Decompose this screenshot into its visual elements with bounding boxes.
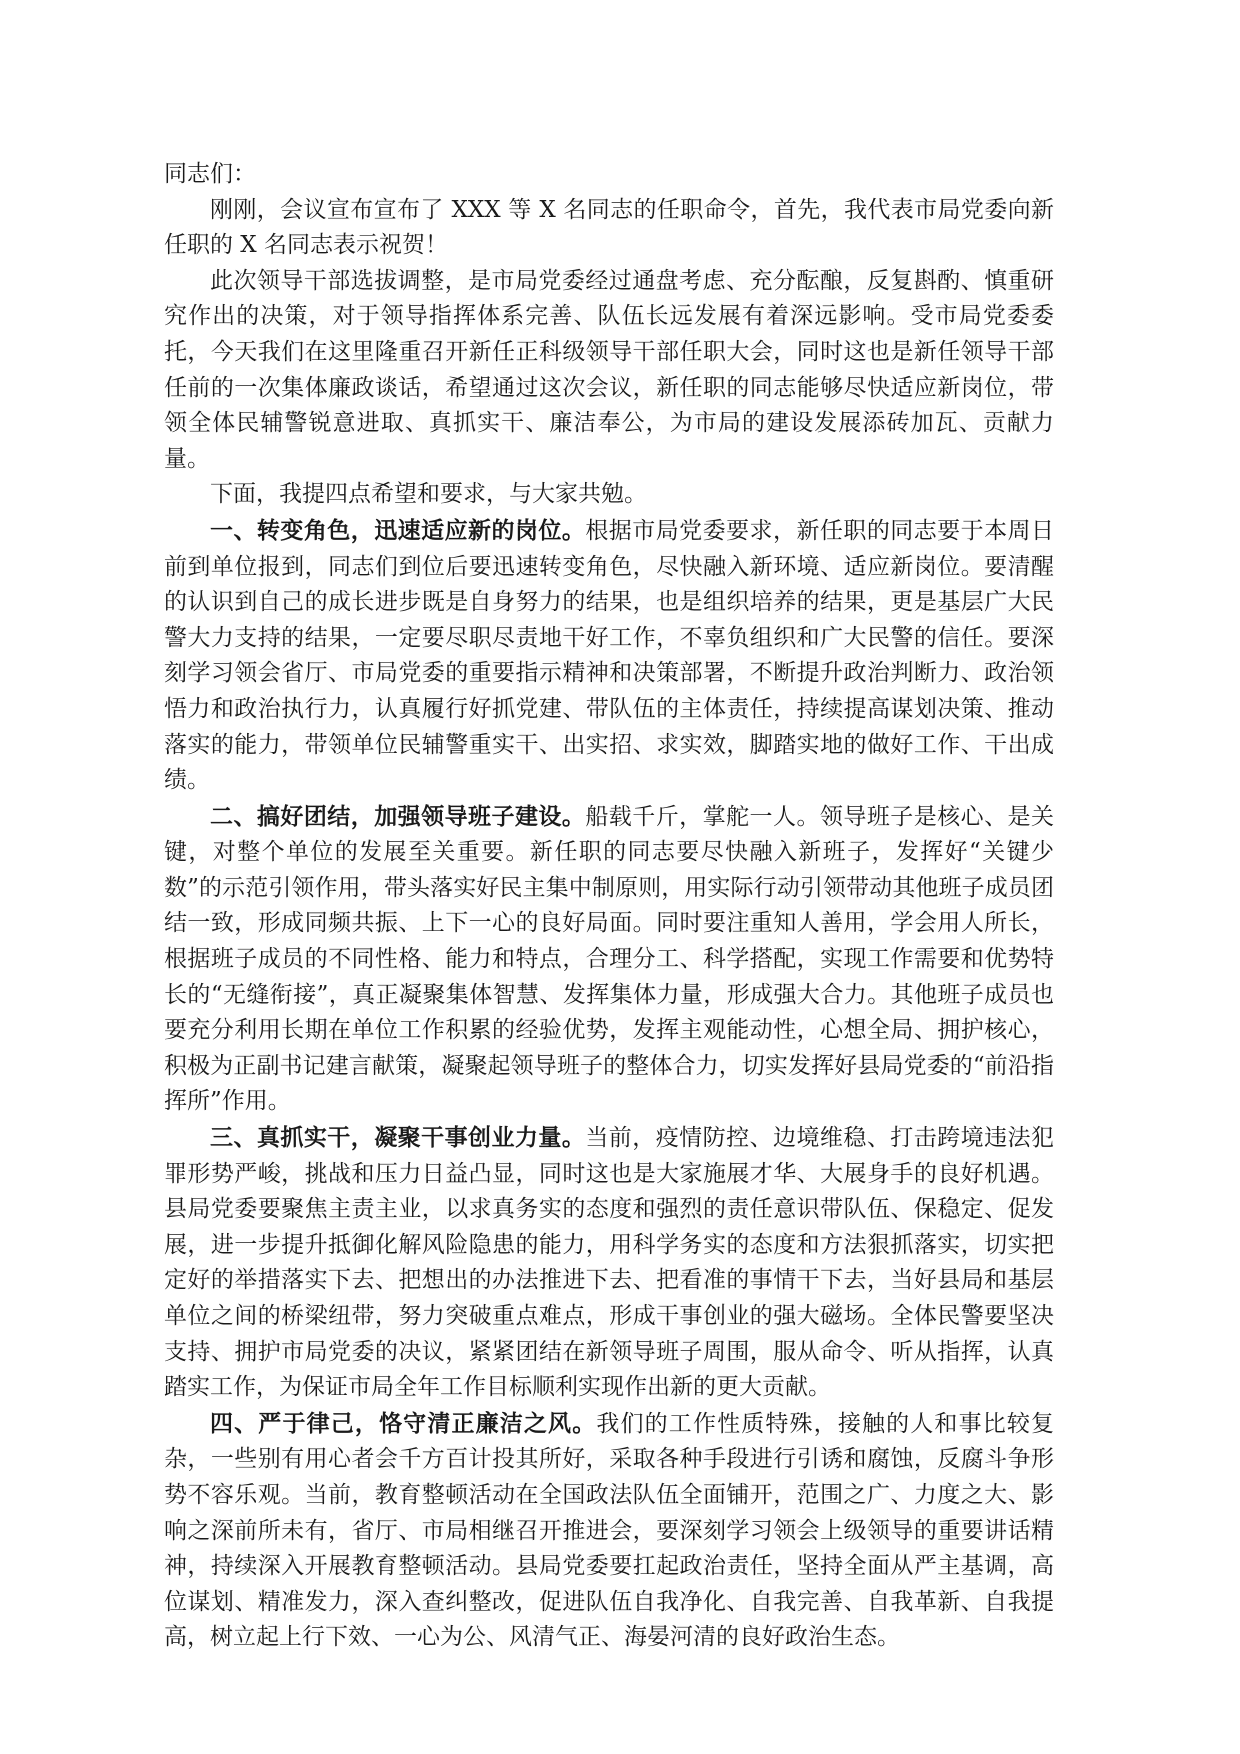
section-3-body: 当前，疫情防控、边境维稳、打击跨境违法犯罪形势严峻，挑战和压力日益凸显，同时这也是大家施展才华、大展身手的良好机遇。县局党委要聚焦主责主业，以求真务实的态度和强烈的责任意识带队伍、保稳定、促发展，进一步提升抵御化解风险隐患的能力，用科学务实的态度和方法狠抓落实，切实把定好的举措落实下去、把想出的办法推进下去、把看准的事情干下去，当好县局和基层单位之间的桥梁纽带，努力突破重点难点，形成干事创业的强大磁场。全体民警要坚决支持、拥护市局党委的决议，紧紧团结在新领导班子周围，服从命令、听从指挥，认真踏实工作，为保证市局全年工作目标顺利实现作出新的更大贡献。: [164, 1125, 1055, 1401]
section-3-paragraph: [164, 1120, 1054, 1406]
section-2-body: 船载千斤，掌舵一人。领导班子是核心、是关键，对整个单位的发展至关重要。新任职的同志要尽快融入新班子，发挥好“关键少数”的示范引领作用，带头落实好民主集中制原则，用实际行动引领带动其他班子成员团结一致，形成同频共振、上下一心的良好局面。同时要注重知人善用，学会用人所长，根据班子成员的不同性格、能力和特点，合理分工、科学搭配，实现工作需要和优势特长的“无缝衔接”，真正凝聚集体智慧、发挥集体力量，形成强大合力。其他班子成员也要充分利用长期在单位工作积累的经验优势，发挥主观能动性，心想全局、拥护核心，积极为正副书记建言献策，凝聚起领导班子的整体合力，切实发挥好县局党委的“前沿指挥所”作用。: [164, 803, 1055, 1115]
section-2-heading: 二、搞好团结，加强领导班子建设。: [210, 802, 586, 830]
section-4-heading: 四、严于律己，恪守清正廉洁之风。: [210, 1409, 597, 1437]
section-4-body: 我们的工作性质特殊，接触的人和事比较复杂，一些别有用心者会千方百计投其所好，采取各种手段进行引诱和腐蚀，反腐斗争形势不容乐观。当前，教育整顿活动在全国政法队伍全面铺开，范围之广、力度之大、影响之深前所未有，省厅、市局相继召开推进会，要深刻学习领会上级领导的重要讲话精神，持续深入开展教育整顿活动。县局党委要扛起政治责任，坚持全面从严主基调，高位谋划、精准发力，深入查纠整改，促进队伍自我净化、自我完善、自我革新、自我提高，树立起上行下效、一心为公、风清气正、海晏河清的良好政治生态。: [164, 1410, 1055, 1651]
section-1-paragraph: [164, 513, 1054, 799]
salutation: 同志们：: [164, 161, 256, 187]
section-2-paragraph: [164, 799, 1054, 1120]
intro-paragraph-transition: 下面，我提四点希望和要求，与大家共勉。: [210, 481, 647, 508]
document-page: [164, 157, 1054, 1656]
section-1-heading: 一、转变角色，迅速适应新的岗位。: [210, 516, 586, 544]
intro-paragraph-congratulations: 刚刚，会议宣布宣布了 XXX 等 X 名同志的任职命令，首先，我代表市局党委向新任职的 X 名同志表示祝贺！: [164, 196, 1054, 259]
section-4-paragraph: [164, 1406, 1054, 1656]
intro-paragraph-purpose: 此次领导干部选拔调整，是市局党委经过通盘考虑、充分酝酿，反复斟酌、慎重研究作出的决策，对于领导指挥体系完善、队伍长远发展有着深远影响。受市局党委委托，今天我们在这里隆重召开新任正科级领导干部任职大会，同时这也是新任领导干部任前的一次集体廉政谈话，希望通过这次会议，新任职的同志能够尽快适应新岗位，带领全体民辅警锐意进取、真抓实干、廉洁奉公，为市局的建设发展添砖加瓦、贡献力量。: [164, 267, 1054, 472]
section-1-body: 根据市局党委要求，新任职的同志要于本周日前到单位报到，同志们到位后要迅速转变角色，尽快融入新环境、适应新岗位。要清醒的认识到自己的成长进步既是自身努力的结果，也是组织培养的结果，更是基层广大民警大力支持的结果，一定要尽职尽责地干好工作，不辜负组织和广大民警的信任。要深刻学习领会省厅、市局党委的重要指示精神和决策部署，不断提升政治判断力、政治领悟力和政治执行力，认真履行好抓党建、带队伍的主体责任，持续提高谋划决策、推动落实的能力，带领单位民辅警重实干、出实招、求实效，脚踏实地的做好工作、干出成绩。: [164, 517, 1055, 794]
section-3-heading: 三、真抓实干，凝聚干事创业力量。: [210, 1124, 586, 1152]
